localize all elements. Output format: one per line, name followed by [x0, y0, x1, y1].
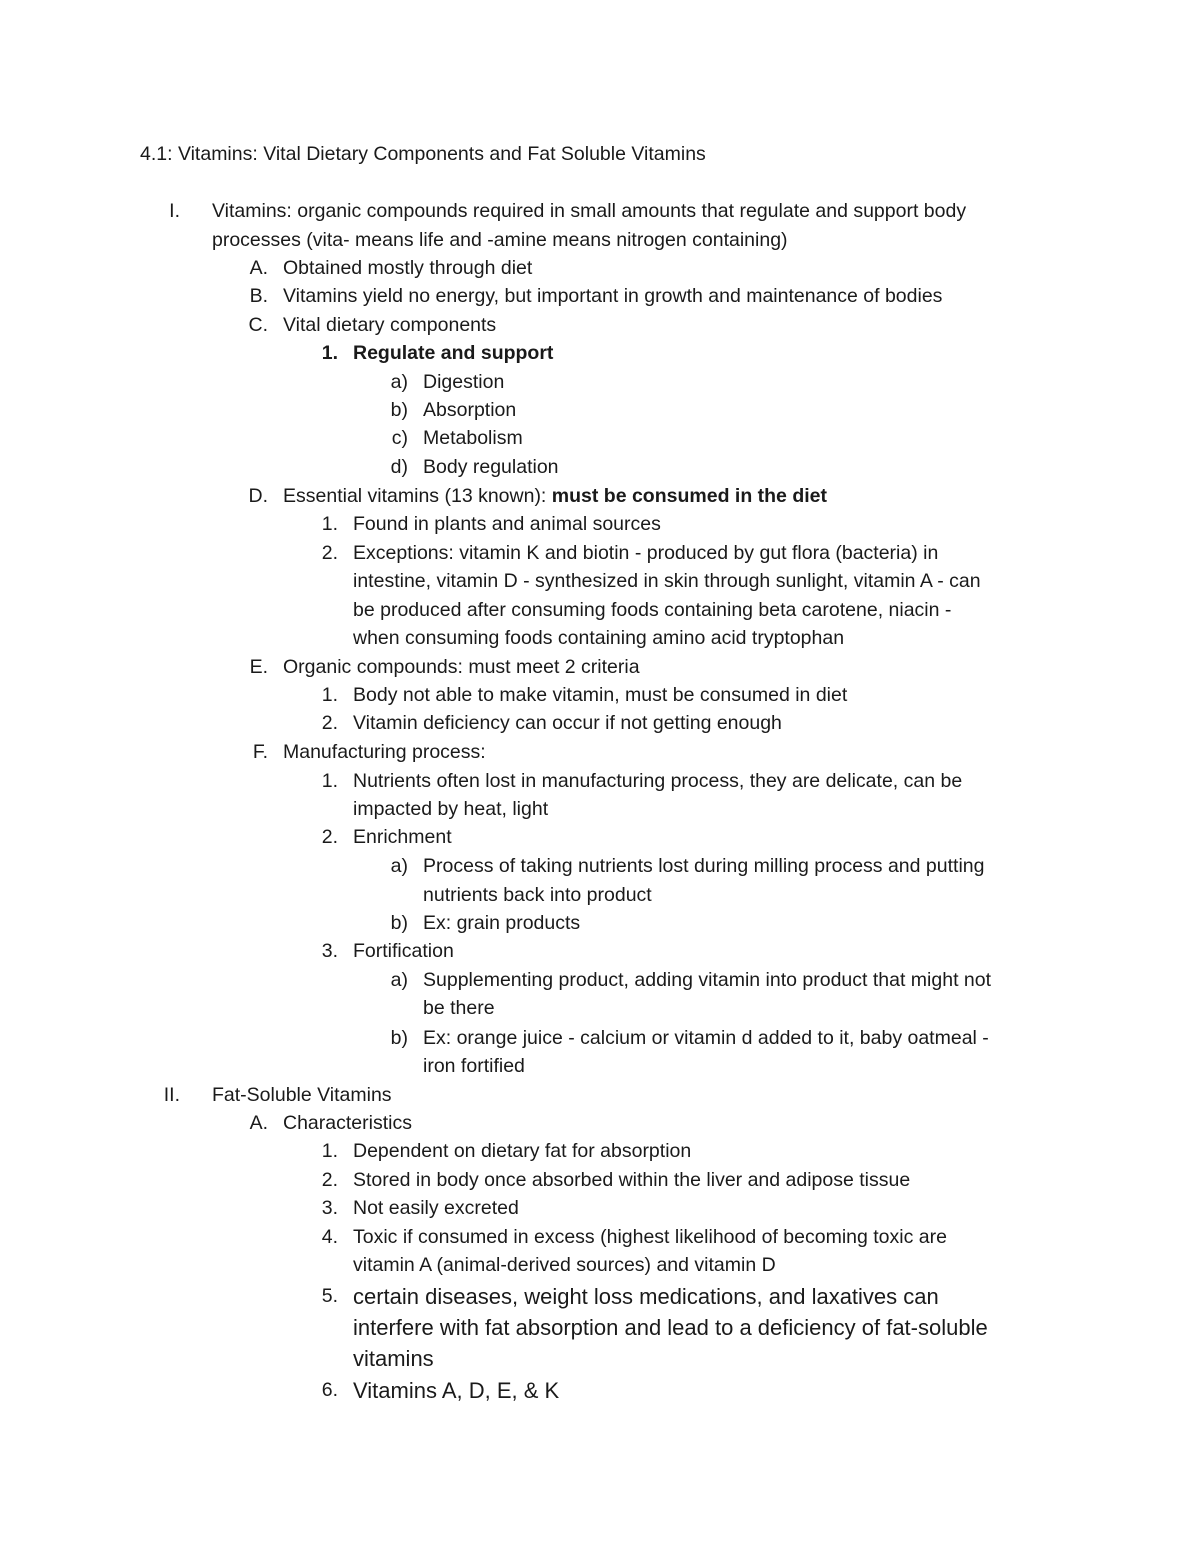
- list-item-text: Fat-Soluble Vitamins: [212, 1084, 392, 1106]
- list-item-text: Manufacturing process:: [283, 741, 486, 763]
- list-item-text: Vitamin deficiency can occur if not getting enough: [353, 712, 782, 734]
- list-item-text-continued: interfere with fat absorption and lead to a deficiency of fat-soluble: [353, 1315, 988, 1340]
- list-marker: 1.: [321, 770, 338, 792]
- list-marker: A.: [249, 257, 268, 279]
- list-item-text: Vitamins yield no energy, but important in growth and maintenance of bodies: [283, 285, 943, 307]
- list-item-text: Fortification: [353, 940, 454, 962]
- list-marker: 2.: [321, 542, 338, 564]
- list-item-text: Nutrients often lost in manufacturing process, they are delicate, can be: [353, 770, 963, 792]
- list-item-text: Dependent on dietary fat for absorption: [353, 1140, 692, 1162]
- list-item-text: Enrichment: [353, 826, 452, 848]
- list-marker: a): [390, 855, 408, 877]
- list-marker: I.: [169, 200, 180, 222]
- list-marker: 4.: [321, 1226, 338, 1248]
- list-item-text: Body not able to make vitamin, must be consumed in diet: [353, 684, 848, 706]
- list-item-text-continued: processes (vita- means life and -amine means nitrogen containing): [212, 229, 788, 251]
- list-item-text: Found in plants and animal sources: [353, 513, 661, 535]
- list-marker: II.: [163, 1084, 180, 1106]
- list-marker: 6.: [321, 1379, 338, 1401]
- list-item-text-continued: iron fortified: [423, 1055, 525, 1077]
- list-marker: C.: [248, 314, 268, 336]
- list-item-text: Toxic if consumed in excess (highest likelihood of becoming toxic are: [353, 1226, 947, 1248]
- list-marker: 1.: [321, 342, 338, 364]
- list-item-text: Vitamins A, D, E, & K: [353, 1378, 560, 1403]
- list-marker: D.: [248, 485, 268, 507]
- list-item-text: Vitamins: organic compounds required in small amounts that regulate and support body: [212, 200, 967, 222]
- list-item-text: Absorption: [423, 399, 517, 421]
- list-marker: 3.: [321, 940, 338, 962]
- list-marker: a): [390, 969, 408, 991]
- list-item-text: Regulate and support: [353, 342, 554, 364]
- list-item-text-continued: when consuming foods containing amino acid tryptophan: [353, 627, 845, 649]
- list-item-text: Not easily excreted: [353, 1197, 519, 1219]
- list-marker: A.: [249, 1112, 268, 1134]
- list-item-text-continued: intestine, vitamin D - synthesized in skin through sunlight, vitamin A - can: [353, 570, 981, 592]
- list-marker: b): [390, 1027, 408, 1049]
- list-item-text: Vital dietary components: [283, 314, 497, 336]
- list-item-text: Body regulation: [423, 456, 559, 478]
- list-marker: 1.: [321, 684, 338, 706]
- list-item-text: Stored in body once absorbed within the liver and adipose tissue: [353, 1169, 911, 1191]
- list-item-text-continued: impacted by heat, light: [353, 798, 549, 820]
- list-marker: B.: [249, 285, 268, 307]
- list-item-text: Ex: grain products: [423, 912, 581, 934]
- list-marker: 1.: [321, 513, 338, 535]
- list-marker: E.: [249, 656, 268, 678]
- list-item-text: Supplementing product, adding vitamin into product that might not: [423, 969, 992, 991]
- list-marker: 2.: [321, 712, 338, 734]
- list-item-text-continued: be there: [423, 997, 495, 1019]
- list-marker: 1.: [321, 1140, 338, 1162]
- list-item-text: Exceptions: vitamin K and biotin - produced by gut flora (bacteria) in: [353, 542, 939, 564]
- list-item-text-continued: nutrients back into product: [423, 884, 652, 906]
- list-item-text: Characteristics: [283, 1112, 412, 1134]
- list-item-text: Digestion: [423, 371, 505, 393]
- list-item-text: Organic compounds: must meet 2 criteria: [283, 656, 640, 678]
- list-item-text: Metabolism: [423, 427, 523, 449]
- list-marker: d): [390, 456, 408, 478]
- list-marker: b): [390, 912, 408, 934]
- list-marker: 2.: [321, 826, 338, 848]
- list-item-text: Essential vitamins (13 known):: [283, 485, 552, 507]
- list-item-text-continued: be produced after consuming foods containing beta carotene, niacin -: [353, 599, 952, 621]
- list-marker: c): [391, 427, 408, 449]
- list-marker: 2.: [321, 1169, 338, 1191]
- list-item-text: Process of taking nutrients lost during milling process and putting: [423, 855, 985, 877]
- list-marker: b): [390, 399, 408, 421]
- list-item-text: Ex: orange juice - calcium or vitamin d added to it, baby oatmeal -: [423, 1027, 989, 1049]
- list-item-text-continued: vitamin A (animal-derived sources) and vitamin D: [353, 1254, 776, 1276]
- page-title: 4.1: Vitamins: Vital Dietary Components and Fat Soluble Vitamins: [140, 143, 706, 165]
- list-marker: F.: [252, 741, 268, 763]
- list-marker: 5.: [321, 1285, 338, 1307]
- list-item-text-continued: vitamins: [353, 1346, 434, 1371]
- list-marker: 3.: [321, 1197, 338, 1219]
- list-item-text: certain diseases, weight loss medications, and laxatives can: [353, 1284, 939, 1309]
- list-item-text: Obtained mostly through diet: [283, 257, 533, 279]
- list-marker: a): [390, 371, 408, 393]
- emphasis-text: must be consumed in the diet: [551, 485, 827, 507]
